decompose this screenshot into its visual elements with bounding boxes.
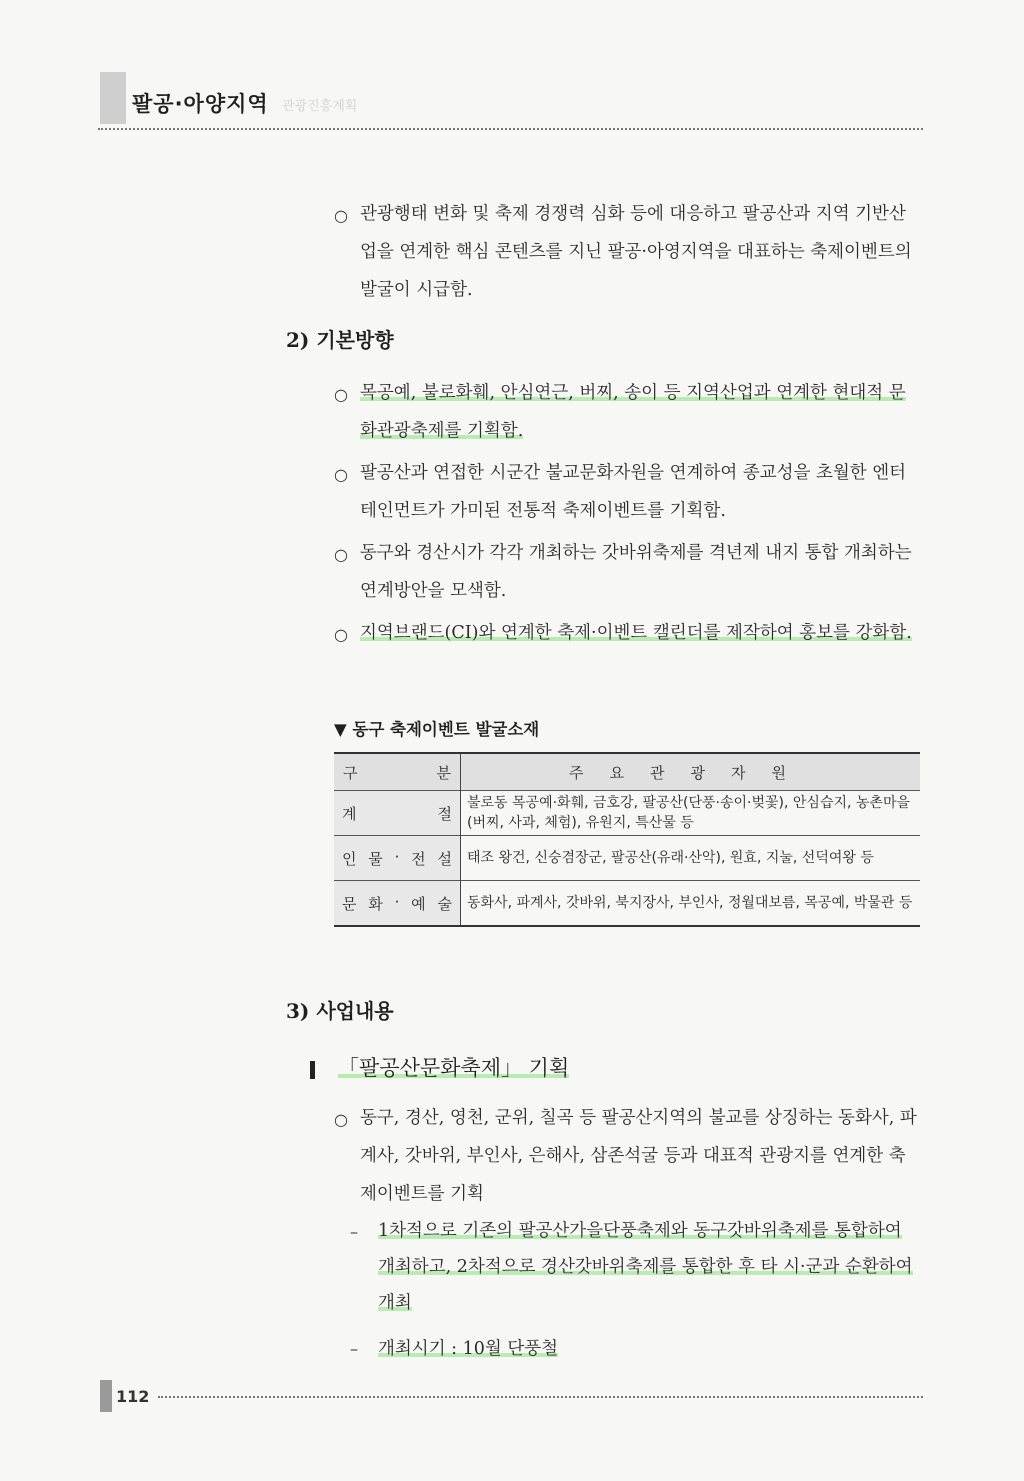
bullet-icon: ○ bbox=[334, 465, 348, 484]
header-tab-marker bbox=[100, 72, 126, 124]
dash-icon: – bbox=[350, 1339, 358, 1358]
direction-item-4: 지역브랜드(CI)와 연계한 축제·이벤트 캘린더를 제작하여 홍보를 강화함. bbox=[360, 623, 912, 643]
heading-bar-icon bbox=[310, 1061, 315, 1079]
festival-resources-table bbox=[334, 752, 920, 927]
table-row-category: 인 물 · 전 설 bbox=[334, 836, 461, 881]
table-row-value: 동화사, 파계사, 갓바위, 북지장사, 부인사, 정월대보름, 목공예, 박물관 등 bbox=[461, 881, 921, 927]
bullet-icon: ○ bbox=[334, 1110, 348, 1129]
section-3-title: 3) 사업내용 bbox=[286, 999, 394, 1023]
direction-item-2: 팔공산과 연접한 시군간 불교문화자원을 연계하여 종교성을 초월한 엔터테인먼트가 가미된 전통적 축제이벤트를 기획함. bbox=[360, 463, 907, 521]
table-row-value: 태조 왕건, 신숭겸장군, 팔공산(유래·산악), 원효, 지눌, 선덕여왕 등 bbox=[461, 836, 921, 881]
table-header-category: 구 분 bbox=[334, 753, 461, 791]
table-row bbox=[334, 836, 920, 881]
project-heading: 「팔공산문화축제」 기획 bbox=[338, 1056, 570, 1080]
project-description: 동구, 경산, 영천, 군위, 칠곡 등 팔공산지역의 불교를 상징하는 동화사, 파계사, 갓바위, 부인사, 은해사, 삼존석굴 등과 대표적 관광지를 연계한 축제이벤트를 기획 bbox=[360, 1108, 917, 1204]
bullet-icon: ○ bbox=[334, 385, 348, 404]
table-header-resources: 주요관광자원 bbox=[461, 753, 921, 791]
intro-paragraph: 관광행태 변화 및 축제 경쟁력 심화 등에 대응하고 팔공산과 지역 기반산업을 연계한 핵심 콘텐츠를 지닌 팔공·아영지역을 대표하는 축제이벤트의 발굴이 시급함. bbox=[360, 204, 912, 300]
footer-divider bbox=[158, 1396, 923, 1398]
bullet-icon: ○ bbox=[334, 206, 348, 225]
table-row-category: 문 화 · 예 술 bbox=[334, 881, 461, 927]
bullet-icon: ○ bbox=[334, 625, 348, 644]
header-divider bbox=[98, 128, 923, 130]
footer-tab-marker bbox=[100, 1380, 112, 1412]
table-header-row bbox=[334, 753, 920, 791]
project-sub-item-1: 1차적으로 기존의 팔공산가을단풍축제와 동구갓바위축제를 통합하여 개최하고, 2차적으로 경산갓바위축제를 통합한 후 타 시·군과 순환하여 개최 bbox=[378, 1221, 913, 1313]
page-number: 112 bbox=[116, 1387, 150, 1406]
table-caption: ▼ 동구 축제이벤트 발굴소재 bbox=[334, 720, 540, 739]
table-row bbox=[334, 881, 920, 927]
header-subtitle: 관광진흥계획 bbox=[282, 99, 358, 114]
direction-item-1: 목공예, 불로화훼, 안심연근, 버찌, 송이 등 지역산업과 연계한 현대적 문화관광축제를 기획함. bbox=[360, 383, 906, 441]
bullet-icon: ○ bbox=[334, 545, 348, 564]
header-title: 팔공·아양지역 bbox=[132, 92, 269, 116]
project-sub-item-2: 개최시기 : 10월 단풍철 bbox=[378, 1339, 559, 1359]
direction-item-3: 동구와 경산시가 각각 개최하는 갓바위축제를 격년제 내지 통합 개최하는 연계방안을 모색함. bbox=[360, 543, 912, 601]
section-2-title: 2) 기본방향 bbox=[286, 328, 394, 352]
table-row-value: 불로동 목공예·화훼, 금호강, 팔공산(단풍·송이·벚꽃), 안심습지, 농촌마을(버찌, 사과, 체험), 유원지, 특산물 등 bbox=[461, 791, 921, 836]
dash-icon: – bbox=[350, 1222, 358, 1241]
table-row bbox=[334, 791, 920, 836]
table-row-category: 계 절 bbox=[334, 791, 461, 836]
